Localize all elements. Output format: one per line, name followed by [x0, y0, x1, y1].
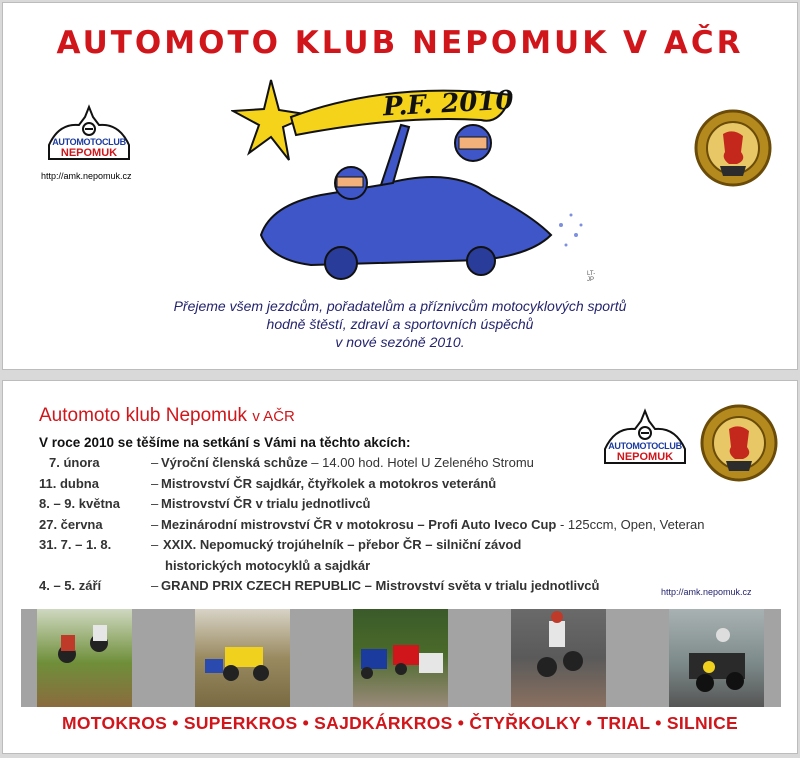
photo-road-sidecar: [669, 609, 764, 707]
main-title: AUTOMOTO KLUB NEPOMUK V AČR: [56, 25, 744, 61]
photo-motocross: [37, 609, 132, 707]
club-heading: [39, 405, 295, 427]
website-link[interactable]: http://amk.nepomuk.cz: [661, 587, 752, 597]
event-name: historických motocyklů a sajdkár: [165, 557, 371, 573]
club-suffix: v AČR: [252, 408, 295, 425]
logo-text-top: AUTOMOTOCLUB: [608, 441, 682, 451]
greeting-line: Přejeme všem jezdcům, pořadatelům a příznivcům motocyklových sportů: [173, 298, 627, 314]
greeting-line: hodně štěstí, zdraví a sportovních úspěchů: [266, 316, 534, 332]
amk-logo: [41, 103, 137, 165]
pf-illustration: [231, 75, 596, 287]
logo-text-bottom: NEPOMUK: [616, 451, 674, 463]
event-date: 31. 7. – 1. 8.: [39, 537, 112, 552]
intro-text: V roce 2010 se těšíme na setkání s Vámi na těchto akcích:: [39, 435, 411, 450]
photo-quads: [353, 609, 448, 707]
logo-text-top: AUTOMOTOCLUB: [52, 137, 126, 147]
event-date: 11. dubna: [39, 475, 99, 491]
rear-wheel: [467, 247, 495, 275]
pf-text: P.F. 2010: [382, 85, 515, 123]
acr-seal: [699, 403, 779, 483]
greeting-line: v nové sezóně 2010.: [335, 334, 465, 350]
event-extra: – 14.00 hod. Hotel U Zeleného Stromu: [307, 455, 534, 470]
website-link[interactable]: http://amk.nepomuk.cz: [41, 171, 132, 181]
event-name: Mistrovství ČR v trialu jednotlivců: [161, 496, 371, 511]
photo-trial: [511, 609, 606, 707]
event-date: 8. – 9. května: [39, 496, 120, 511]
disciplines-footer: MOTOKROS • SUPERKROS • SAJDKÁRKROS • ČTYŘKOLKY • TRIAL • SILNICE: [61, 713, 738, 733]
event-date: 27. června: [39, 516, 103, 532]
acr-seal: [693, 108, 773, 188]
sidecar-body: [261, 177, 551, 265]
greeting: [3, 297, 797, 351]
event-date: 4. – 5. září: [39, 578, 102, 593]
events-card: Automoto klub Nepomuk v AČR V roce 2010 se těšíme na setkání s Vámi na těchto akcích: 7. února – Výroční členská schůze – 14.00 hod. Hotel U Zeleného Stromu 11. dubna – Mistrovství ČR sajdkár, čtyřkolek a motokros veteránů 8. – 9. května – Mistrovství ČR v trialu jednotlivců 27. června – Mezinárodní mistrovství ČR v motokrosu – Profi Auto Iveco Cup - 125ccm, Open, Veteran 31. 7. – 1. 8. – XXIX. Nepomucký trojúhelník – přebor ČR – silniční závod historických motocyklů a sajdkár 4. – 5. září – GRAND PRIX CZECH REPUBLIC – Mistrovství světa v trialu jednotlivců AUTOMOTOCLUB NEPOMUK http://amk.nepomuk.cz MOTOKROS • SUPERKROS • SAJDKÁRKROS • ČTYŘKOLKY • TRIAL • SILNICE: [2, 380, 798, 754]
artist-signature: LT-JP: [587, 271, 596, 283]
club-name: Automoto klub Nepomuk: [39, 405, 248, 426]
event-extra: - 125ccm, Open, Veteran: [556, 516, 705, 532]
event-date: 7. února: [49, 455, 100, 470]
event-name: Mistrovství ČR sajdkár, čtyřkolek a motokros veteránů: [161, 475, 497, 491]
front-wheel: [325, 247, 357, 279]
photo-sidecarcross: [195, 609, 290, 707]
pf-card: [2, 2, 798, 370]
logo-text-bottom: NEPOMUK: [60, 147, 118, 159]
event-name: GRAND PRIX CZECH REPUBLIC – Mistrovství světa v trialu jednotlivců: [161, 578, 600, 593]
amk-logo: [597, 407, 693, 469]
photo-strip: [21, 609, 781, 707]
event-name: XXIX. Nepomucký trojúhelník – přebor ČR – silniční závod: [163, 537, 522, 552]
event-name: Mezinárodní mistrovství ČR v motokrosu – Profi Auto Iveco Cup: [161, 516, 557, 532]
event-name: Výroční členská schůze: [161, 455, 308, 470]
victory-arm: [381, 125, 409, 185]
